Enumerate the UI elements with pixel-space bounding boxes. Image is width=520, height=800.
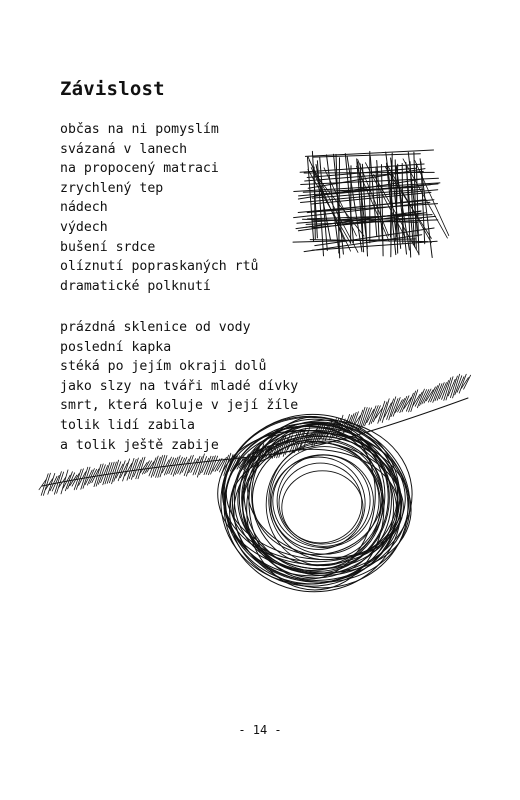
poem-line: smrt, která koluje v její žíle — [60, 398, 299, 414]
poem-line: jako slzy na tváři mladé dívky — [60, 378, 299, 394]
poem-line: bušení srdce — [60, 239, 156, 255]
poem-line: a tolik ještě zabije — [60, 437, 219, 453]
stanza-1 — [60, 120, 259, 296]
poem-line: výdech — [60, 219, 108, 235]
poem-line: prázdná sklenice od vody — [60, 320, 251, 335]
poem-line: dramatické polknutí — [60, 278, 211, 294]
poem-line: tolik lidí zabila — [60, 417, 195, 433]
poem-line: stéká po jejím okraji dolů — [60, 359, 267, 375]
poem-line: zrychlený tep — [60, 180, 164, 196]
stanza-2 — [60, 318, 298, 455]
poem-line: olíznutí popraskaných rtů — [60, 259, 259, 275]
poem-line: svázaná v lanech — [60, 141, 188, 157]
poem-line: občas na ni pomyslím — [60, 122, 219, 137]
page-number: - 14 - — [238, 723, 282, 737]
poem-line: nádech — [60, 200, 108, 216]
poem-line: na propocený matraci — [60, 161, 219, 177]
poem-title: Závislost — [60, 78, 165, 100]
crosshatch-scribble — [293, 150, 449, 258]
poem-line: poslední kapka — [60, 339, 172, 355]
